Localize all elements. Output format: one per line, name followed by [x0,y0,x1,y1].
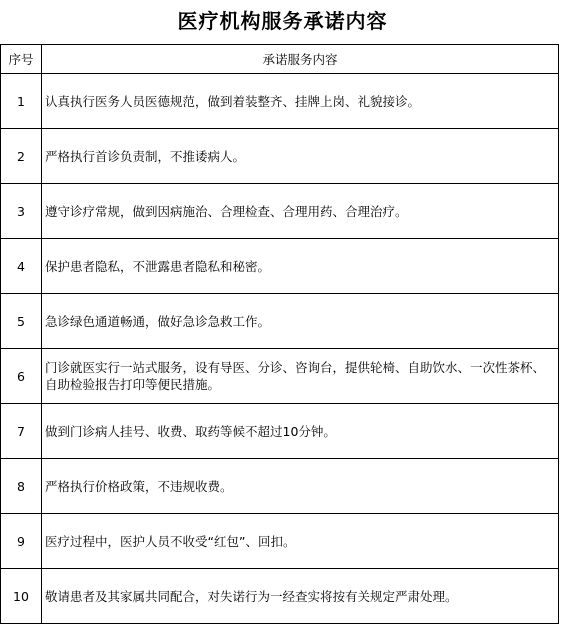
table-header-row [1,45,559,74]
table-row [1,349,559,404]
row-index: 9 [1,514,42,569]
row-index: 7 [1,404,42,459]
row-content: 认真执行医务人员医德规范，做到着装整齐、挂牌上岗、礼貌接诊。 [42,74,559,129]
table-row [1,239,559,294]
row-index: 3 [1,184,42,239]
table-row [1,459,559,514]
column-header-index: 序号 [1,45,42,74]
row-content: 急诊绿色通道畅通，做好急诊急救工作。 [42,294,559,349]
row-index: 2 [1,129,42,184]
row-index: 6 [1,349,42,404]
table-row [1,184,559,239]
row-index: 10 [1,569,42,624]
row-content: 门诊就医实行一站式服务，设有导医、分诊、咨询台，提供轮椅、自助饮水、一次性茶杯、自助检验报告打印等便民措施。 [42,349,559,404]
page-title: 医疗机构服务承诺内容 [177,9,388,33]
row-content: 敬请患者及其家属共同配合，对失诺行为一经查实将按有关规定严肃处理。 [42,569,559,624]
column-header-content: 承诺服务内容 [42,45,559,74]
row-index: 5 [1,294,42,349]
row-content: 做到门诊病人挂号、收费、取药等候不超过10分钟。 [42,404,559,459]
table-row [1,294,559,349]
table-row [1,404,559,459]
row-content: 严格执行首诊负责制，不推诿病人。 [42,129,559,184]
table-row [1,129,559,184]
table-row [1,74,559,129]
table-row [1,569,559,624]
row-content: 保护患者隐私，不泄露患者隐私和秘密。 [42,239,559,294]
row-index: 8 [1,459,42,514]
row-content: 严格执行价格政策，不违规收费。 [42,459,559,514]
row-index: 1 [1,74,42,129]
table-row [1,514,559,569]
row-content: 遵守诊疗常规，做到因病施治、合理检查、合理用药、合理治疗。 [42,184,559,239]
row-content: 医疗过程中，医护人员不收受“红包”、回扣。 [42,514,559,569]
row-index: 4 [1,239,42,294]
promise-table [0,44,559,624]
